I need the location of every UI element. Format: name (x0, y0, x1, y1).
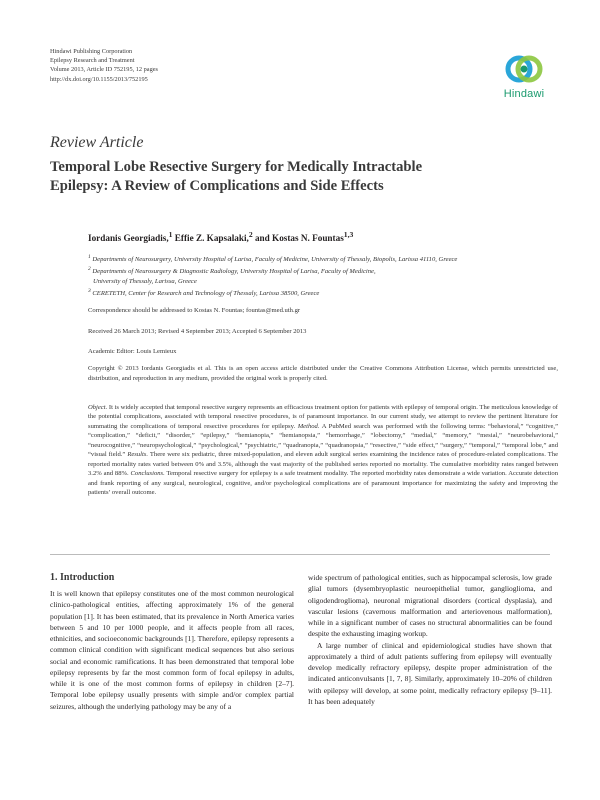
title-line-2: Epilepsy: A Review of Complications and Side Effects (50, 178, 384, 194)
author-name[interactable]: Iordanis Georgiadis, (88, 233, 169, 244)
author-affil-sup: 1 (168, 230, 173, 239)
author-name[interactable]: and Kostas N. Fountas (252, 233, 344, 244)
affiliations (88, 253, 558, 299)
copyright-notice: Copyright © 2013 Iordanis Georgiadis et al. This is an open access article distributed under the Creative Commons Attribution License, which permits unrestricted use, distribution, and reproduction in any medium, provided the original work is properly cited. (88, 365, 558, 382)
journal-header (50, 47, 158, 84)
section-divider (50, 554, 550, 555)
affiliation-item: $^2$ Departments of Neurosurgery & Diagnostic Radiology, University Hospital of Larisa, Faculty of Medicine, (88, 266, 376, 276)
received-dates: Received 26 March 2013; Revised 4 September 2013; Accepted 6 September 2013 (88, 328, 307, 335)
affiliation-item: $^1$ Departments of Neurosurgery, University Hospital of Larisa, Faculty of Medicine, University of Thessaly, Biopolis, Larissa 41110, Greece (88, 254, 458, 264)
logo-wordmark: Hindawi (503, 88, 545, 100)
abstract-label-method: Method. (297, 422, 320, 430)
body-column-right (308, 572, 552, 707)
body-paragraph: It is well known that epilepsy constitutes one of the most common neurological clinico-pathological entities, affecting approximately 1% of the general population [1]. It has been estimated, that its prevalence in North America varies between 5 and 10 per 1000 people, and it affects people from all races, ethnicities, and socioeconomic backgrounds [1]. Therefore, epilepsy represents a common clinical condition with significant medical sequences but also serious social and economic ramifications. It has been demonstrated that temporal lobe epilepsy represents by far the most common form of focal epilepsy in adults, while it is one of the most common forms of epilepsy in children [2–7]. Temporal lobe epilepsy usually presents with simple and/or complex partial seizures, although the underlying pathology may be any of a (50, 589, 294, 711)
author-list (88, 230, 353, 243)
article-type: Review Article (50, 134, 144, 151)
section-heading-introduction: 1. Introduction (50, 572, 115, 583)
author-affil-sup: 1,3 (343, 230, 354, 239)
article-title (50, 158, 560, 196)
hindawi-logo-icon (503, 52, 545, 86)
volume-line: Volume 2013, Article ID 752195, 12 pages (50, 66, 158, 74)
affiliation-item: $^3$ CERETETH, Center for Research and Technology of Thessaly, Larissa 38500, Greece (88, 288, 320, 298)
affiliation-continuation: University of Thessaly, Larissa, Greece (93, 278, 197, 286)
abstract-label-results: Results. (127, 451, 149, 459)
journal-name: Epilepsy Research and Treatment (50, 57, 135, 65)
body-paragraph: A large number of clinical and epidemiological studies have shown that approximately a third of adult patients suffering from epilepsy will eventually develop medically refractory epilepsy, despite proper administration of the indicated anticonvulsants [1, 7, 8]. Similarly, approximately 10–20% of children with epilepsy will develop, at some point, medically refractory epilepsy [9–11]. It has been adequately (308, 640, 552, 706)
hindawi-logo (495, 52, 553, 100)
doi-link[interactable]: http://dx.doi.org/10.1155/2013/752195 (50, 75, 148, 83)
abstract: Object. It is widely accepted that temporal resective surgery represents an efficacious treatment option for patients with epilepsy of temporal origin. The meticulous knowledge of the potential complications, associated with temporal resective procedures, is of paramount importance. In our current study, we attempt to review the pertinent literature for summating the complications of temporal resective procedures for epilepsy. Method. A PubMed search was performed with the following terms: “behavioral,” “cognitive,” “complication,” “deficit,” “disorder,” “epilepsy,” “hemianopia,” “hemianopsia,” “hemorrhage,” “lobectomy,” “medial,” “memory,” “mesial,” “neurobehavioral,” “neurocognitive,” “neuropsychological,” “psychological,” “psychiatric,” “quadranopia,” “quadranopsia,” “resective,” “side effect,” “surgery,” “temporal,” “temporal lobe,” and “visual field.” Results. There were six pediatric, three mixed-population, and eleven adult surgical series examining the incidence rates of procedure-related complications. The reported mortality rates varied between 0% and 3.5%, although the vast majority of the published series reported no mortality. The cumulative morbidity rates ranged between 3.2% and 88%. Conclusions. Temporal resective surgery for epilepsy is a safe treatment modality. The reported morbidity rates demonstrate a wide variation. Accurate detection and frank reporting of any surgical, neurological, cognitive, and/or psychological complications are of paramount importance for maximizing the safety and improving the patients’ overall outcome. (88, 404, 558, 497)
title-line-1: Temporal Lobe Resective Surgery for Medically Intractable (50, 159, 423, 175)
abstract-label-conclusions: Conclusions. (130, 470, 165, 478)
body-paragraph: wide spectrum of pathological entities, such as hippocampal sclerosis, low grade glial tumors (dysembryoplastic neuroepithelial tumor, ganglioglioma, and oligodendroglioma), neuronal migrational disorders (cortical dysplasia), and vascular lesions (cavernous malformation and arteriovenous malformation), while in a significant number of cases no structural abnormalities can be found despite the exhausting imaging workup. (308, 573, 552, 639)
body-column-left (50, 572, 294, 712)
author-name[interactable]: Effie Z. Kapsalaki, (172, 233, 249, 244)
correspondence: Correspondence should be addressed to Kostas N. Fountas; fountas@med.uth.gr (88, 307, 301, 314)
academic-editor: Academic Editor: Louis Lemieux (88, 348, 177, 355)
publisher-line: Hindawi Publishing Corporation (50, 48, 133, 55)
author-affil-sup: 2 (248, 230, 253, 239)
abstract-label-object: Object. (88, 404, 108, 411)
